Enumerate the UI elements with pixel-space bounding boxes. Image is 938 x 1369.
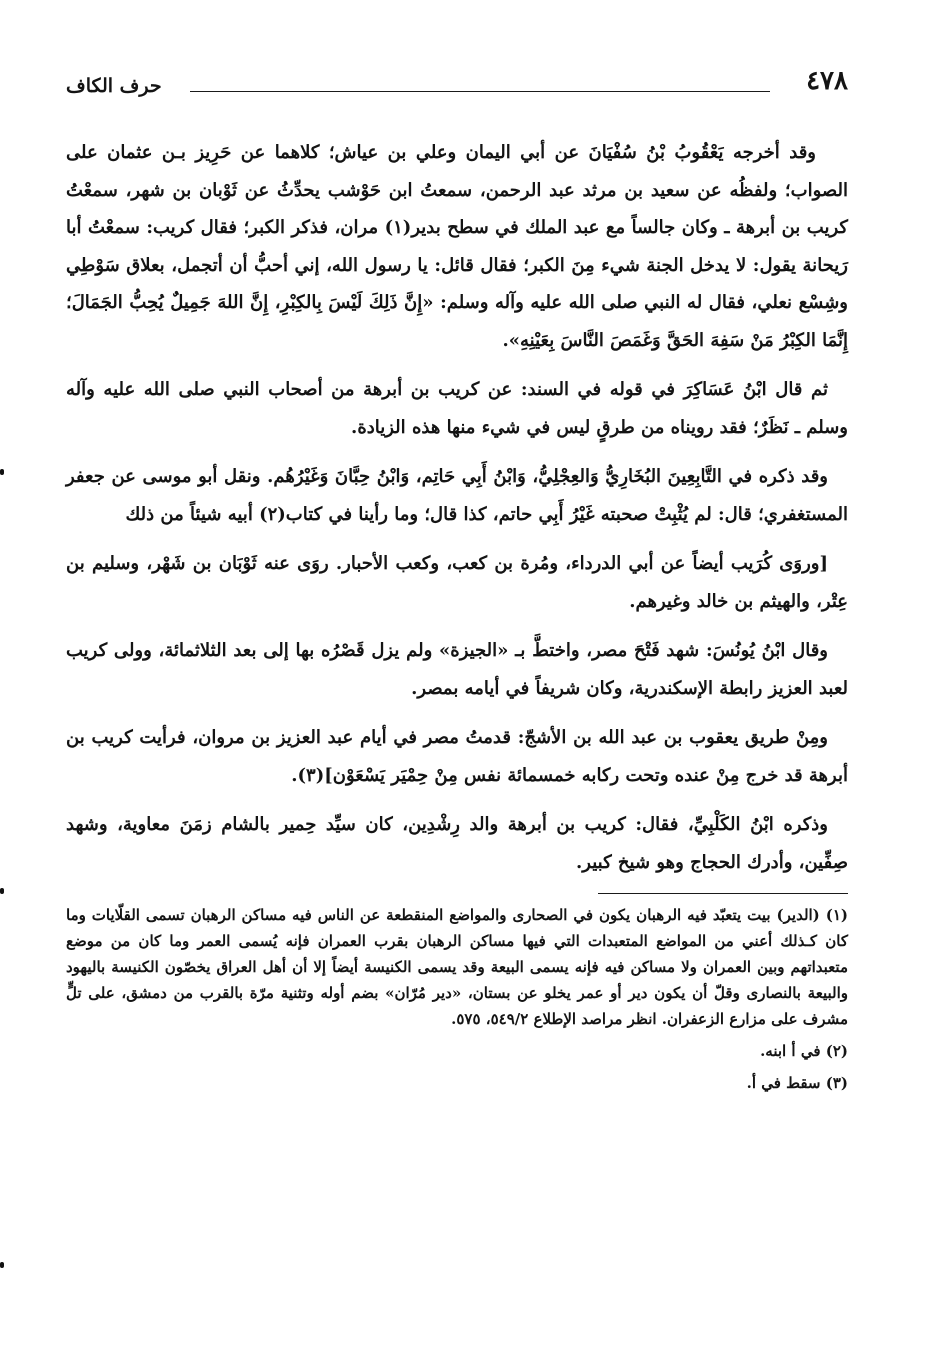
paragraph: [وروَى كُرَيب أيضاً عن أبي الدرداء، ومُرة بن كعب، وكعب الأحبار. روَى عنه ثَوْبَان بن شَهْر، وسليم بن عِتْر، والهيثم بن خالد وغيرهم. [66,553,848,612]
scan-mark [0,1262,4,1268]
main-text [66,134,848,881]
scan-mark [0,888,4,894]
header-rule [190,91,770,92]
paragraph: ومِنْ طريق يعقوب بن عبد الله بن الأشجّ: قدمتُ مصر في أيام عبد العزيز بن مروان، فرأيت كريب بن أبرهة قد خرج مِنْ عنده وتحت ركابه خمسمائة نفس مِنْ حِمْيَر يَسْعَوْن](٣). [66,727,848,786]
book-page [66,52,848,1102]
paragraph: وقال ابْنُ يُونُسَ: شهد فَتْحَ مصر، واختطَّ بـ «الجيزة» ولم يزل قَصْرُه بها إلى بعد الثلاثمائة، وولى كريب لعبد العزيز رابطة الإسكندرية، وكان شريفاً في أيامه بمصر. [66,640,848,699]
scan-mark [0,469,4,475]
running-title: حرف الكاف [66,75,162,97]
footnote: (٣) سقط في أ. [746,1074,848,1092]
page-number: ٤٧٨ [806,66,848,96]
page-header [66,52,848,96]
paragraph: وقد أخرجه يَعْقُوبُ بْنُ سُفْيَانَ عن أبي اليمان وعلي بن عياش؛ كلاهما عن حَرِيز بـن عثمان على الصواب؛ ولفظُه عن سعيد بن مرثد عبد الرحمن، سمعتُ ابن حَوْشب يحدِّثُ عن ثَوْبان بن شهر، سمعْتُ كريب بن أبرهة ـ وكان جالساً مع عبد الملك في سطح بدير(١) مران، فذكر الكبر؛ فقال كريب: سمعْتُ أبا رَيحانة يقول: لا يدخل الجنة شيء مِنَ الكبر؛ فقال قائل: يا رسول الله، إني أحبُّ أن أتجمل، بعلاق سَوْطِي وشِسْع نعلي، فقال له النبي صلى الله عليه وآله وسلم: «إِنَّ ذَلِكَ لَيْسَ بِالكِبْرِ، إِنَّ اللهَ جَمِيلٌ يُحِبُّ الجَمَالَ؛ إِنَّمَا الكِبْرُ مَنْ سَفِهَ الحَقَّ وَغَمَصَ النَّاسَ بِعَيْنِهِ». [66,142,848,351]
paragraph: وذكره ابْنُ الكَلْبِيِّ، فقال: كريب بن أبرهة والد رِشْدِين، كان سيِّد حِمير بالشام زمَنَ معاوية، وشهد صِفِّين، وأدرك الحجاج وهو شيخ كبير. [66,814,848,873]
footnote: (٢) في أ ابنه. [760,1042,848,1060]
footnote-rule [598,893,848,894]
footnote: (١) (الدير) بيت يتعبّد فيه الرهبان يكون في الصحارى والمواضع المنقطعة عن الناس فيه مساكن الرهبان تسمى القلّايات وما كان كـذلك أعني من المواضع المتعبدات التي فيها مساكن الرهبان بقرب العمران فإنه يُسمى العمر وما كان من موضع متعبداتهم وبين العمران ولا مساكن فيه فإنه يسمى البيعة وقد يسمى الكنيسة أيضاً إلا أن أهل العراق يخصّون الكنيسة باليهود والبيعة بالنصارى وقلّ أن يكون دير أو عمر يخلو عن بستان، «دير مُرّان» بضم أوله وتثنية مرّة بالقرب من دمشق، على تلٍّ مشرف على مزارع الزعفران. انظر مراصد الإطلاع ٥٤٩/٢، ٥٧٥. [66,906,848,1028]
paragraph: ثم قال ابْنُ عَسَاكِرَ في قوله في السند: عن كريب بن أبرهة من أصحاب النبي صلى الله عليه وآله وسلم ـ نَظَرٌ؛ فقد رويناه من طرقٍ ليس في شيء منها هذه الزيادة. [66,379,848,438]
footnotes [66,902,848,1096]
paragraph: وقد ذكره في التَّابِعِينَ البُخَارِيُّ وَالعِجْلِيُّ، وَابْنُ أَبِي حَاتِم، وَابْنُ حِبَّانَ وَغَيْرُهُم. ونقل أبو موسى عن جعفر المستغفري؛ قال: لم يُثْبِتْ صحبته غَيْرُ أَبِي حاتم، كذا قال؛ وما رأينا في كتاب(٢) أبيه شيئاً من ذلك [66,466,848,525]
